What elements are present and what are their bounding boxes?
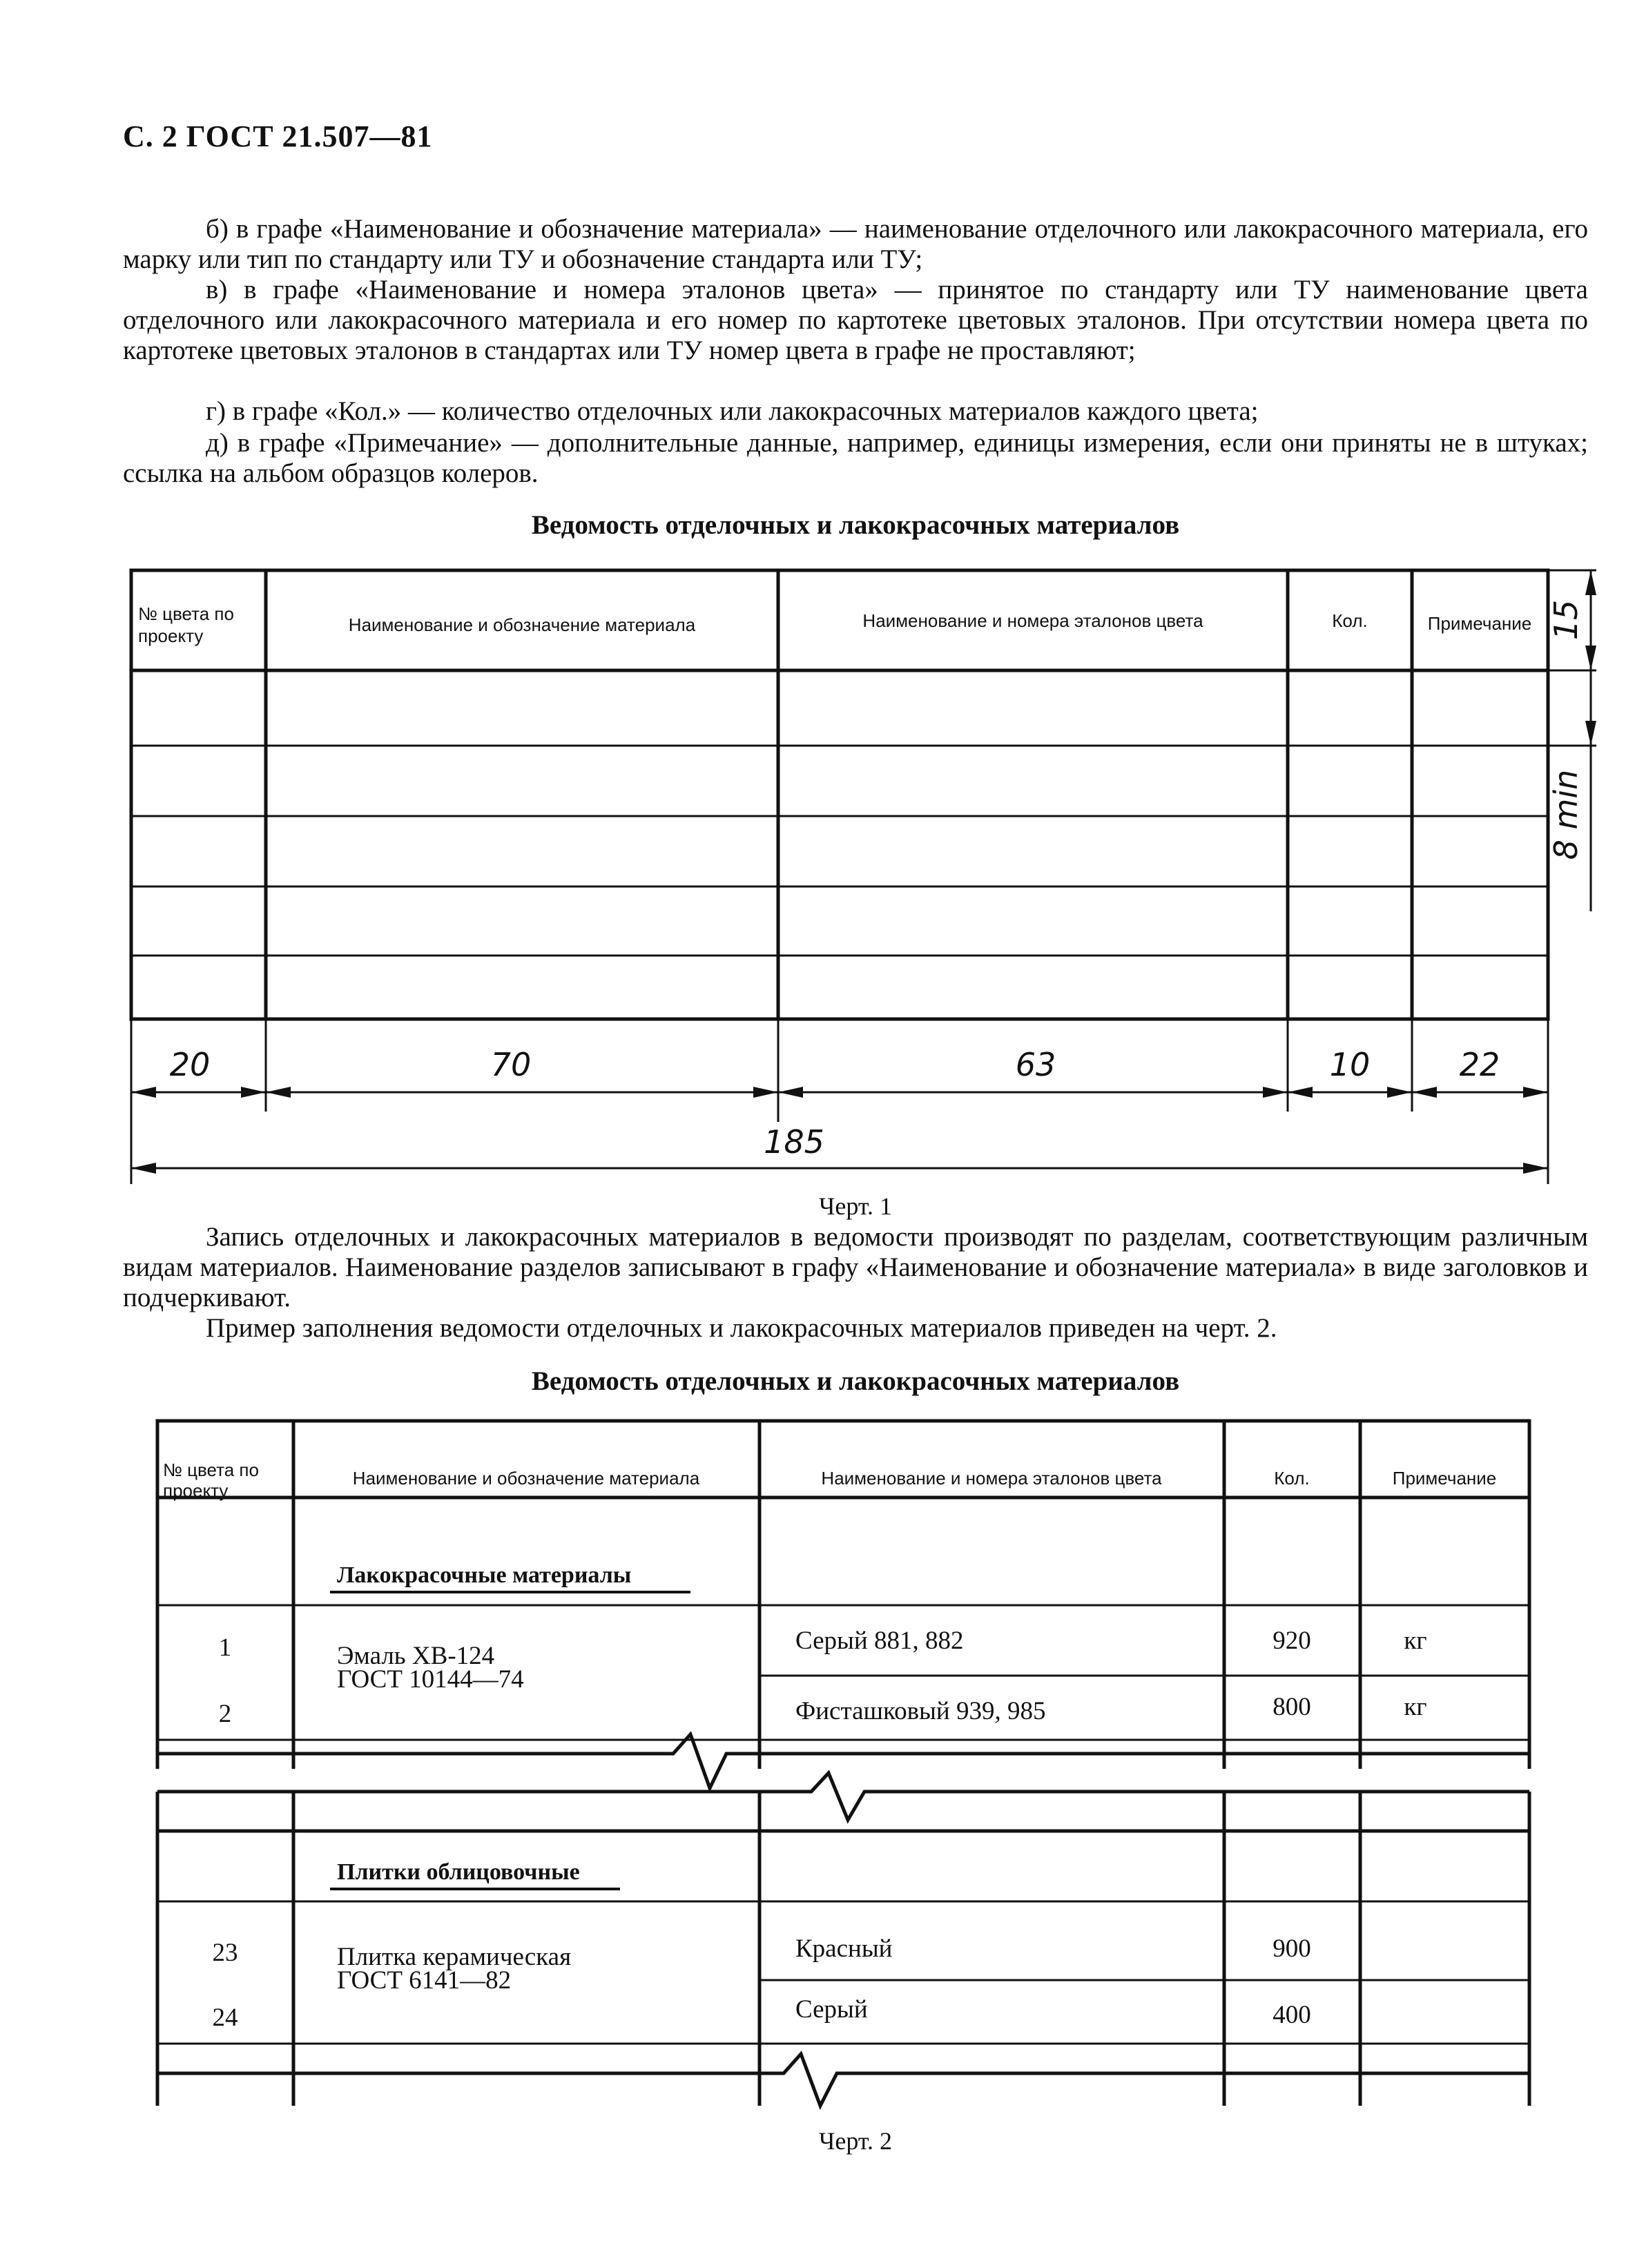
- section-title-tiles: Плитки облицовочные: [337, 1859, 580, 1885]
- row-1-qty: 920: [1273, 1627, 1311, 1655]
- table-header-color: Наименование и номера эталонов цвета: [821, 1468, 1162, 1489]
- paragraph-d: д) в графе «Примечание» — дополнительные данные, например, единицы измерения, если они приняты не в штуках; ссылка на альбом образцов колеров.: [123, 428, 1588, 488]
- row-2-color: Фисташковый 939, 985: [795, 1697, 1046, 1725]
- material-name-paint: Эмаль ХВ-124: [337, 1642, 495, 1670]
- row-1-number: 1: [218, 1634, 232, 1662]
- row-23-number: 23: [212, 1939, 238, 1967]
- form-header-number-2: проекту: [138, 626, 204, 646]
- dim-width-1: 20: [169, 1046, 211, 1083]
- row-2-qty: 800: [1273, 1693, 1311, 1721]
- dim-width-4: 10: [1329, 1046, 1371, 1083]
- material-standard-paint: ГОСТ 10144—74: [337, 1665, 524, 1694]
- paragraph-example: Пример заполнения ведомости отделочных и лакокрасочных материалов приведен на черт. 2.: [206, 1313, 1277, 1343]
- row-23-qty: 900: [1273, 1935, 1311, 1963]
- material-standard-tile: ГОСТ 6141—82: [337, 1966, 512, 1995]
- table-header-qty: Кол.: [1274, 1468, 1310, 1489]
- dim-width-2: 70: [490, 1046, 532, 1083]
- table-header-note: Примечание: [1392, 1468, 1497, 1489]
- row-2-number: 2: [218, 1700, 232, 1728]
- material-name-tile: Плитка керамическая: [337, 1943, 572, 1971]
- dim-width-5: 22: [1459, 1046, 1500, 1083]
- caption-2: Черт. 2: [819, 2127, 892, 2155]
- page-header: С. 2 ГОСТ 21.507—81: [123, 119, 433, 153]
- table-header-material: Наименование и обозначение материала: [352, 1468, 700, 1489]
- row-2-note: кг: [1404, 1693, 1427, 1721]
- row-24-number: 24: [212, 2004, 238, 2032]
- form-header-note: Примечание: [1427, 613, 1532, 634]
- table-header-number: № цвета по: [163, 1460, 259, 1480]
- row-1-note: кг: [1404, 1627, 1427, 1655]
- section-title-paints: Лакокрасочные материалы: [337, 1562, 632, 1588]
- paragraph-record: Запись отделочных и лакокрасочных материалов в ведомости производят по разделам, соответствующим различным видам материалов. Наименование разделов записывают в графу «Наименование и обозначение материала» в виде заголовков и подчеркивают.: [123, 1222, 1588, 1312]
- paragraph-b: б) в графе «Наименование и обозначение материала» — наименование отделочного или лакокрасочного материала, его марку или тип по стандарту или ТУ и обозначение стандарта или ТУ;: [123, 214, 1588, 274]
- form-header-material: Наименование и обозначение материала: [348, 614, 696, 635]
- row-24-qty: 400: [1273, 2001, 1311, 2029]
- table-title-2: Ведомость отделочных и лакокрасочных материалов: [531, 1366, 1180, 1396]
- form-header-qty: Кол.: [1332, 610, 1368, 631]
- form-header-color: Наименование и номера эталонов цвета: [862, 610, 1203, 631]
- row-23-color: Красный: [795, 1935, 893, 1963]
- dim-total-width: 185: [764, 1123, 824, 1161]
- dim-width-3: 63: [1015, 1046, 1056, 1083]
- form-header-number: № цвета по: [138, 603, 234, 624]
- paragraph-v: в) в графе «Наименование и номера эталонов цвета» — принятое по стандарту или ТУ наименование цвета отделочного или лакокрасочного материала и его номер по картотеке цветовых эталонов. При отсутствии номера цвета по картотеке цветовых эталонов в стандартах или ТУ номер цвета в графе не проставляют;: [123, 275, 1588, 365]
- row-1-color: Серый 881, 882: [795, 1627, 964, 1655]
- table-title-1: Ведомость отделочных и лакокрасочных материалов: [531, 510, 1180, 540]
- table-header-number-2: проекту: [163, 1480, 229, 1501]
- dim-header-height: 15: [1547, 599, 1585, 641]
- dim-row-height: 8 min: [1547, 769, 1585, 860]
- caption-1: Черт. 1: [819, 1192, 892, 1220]
- row-24-color: Серый: [795, 1995, 868, 2024]
- paragraph-g: г) в графе «Кол.» — количество отделочных или лакокрасочных материалов каждого цвета;: [206, 396, 1259, 426]
